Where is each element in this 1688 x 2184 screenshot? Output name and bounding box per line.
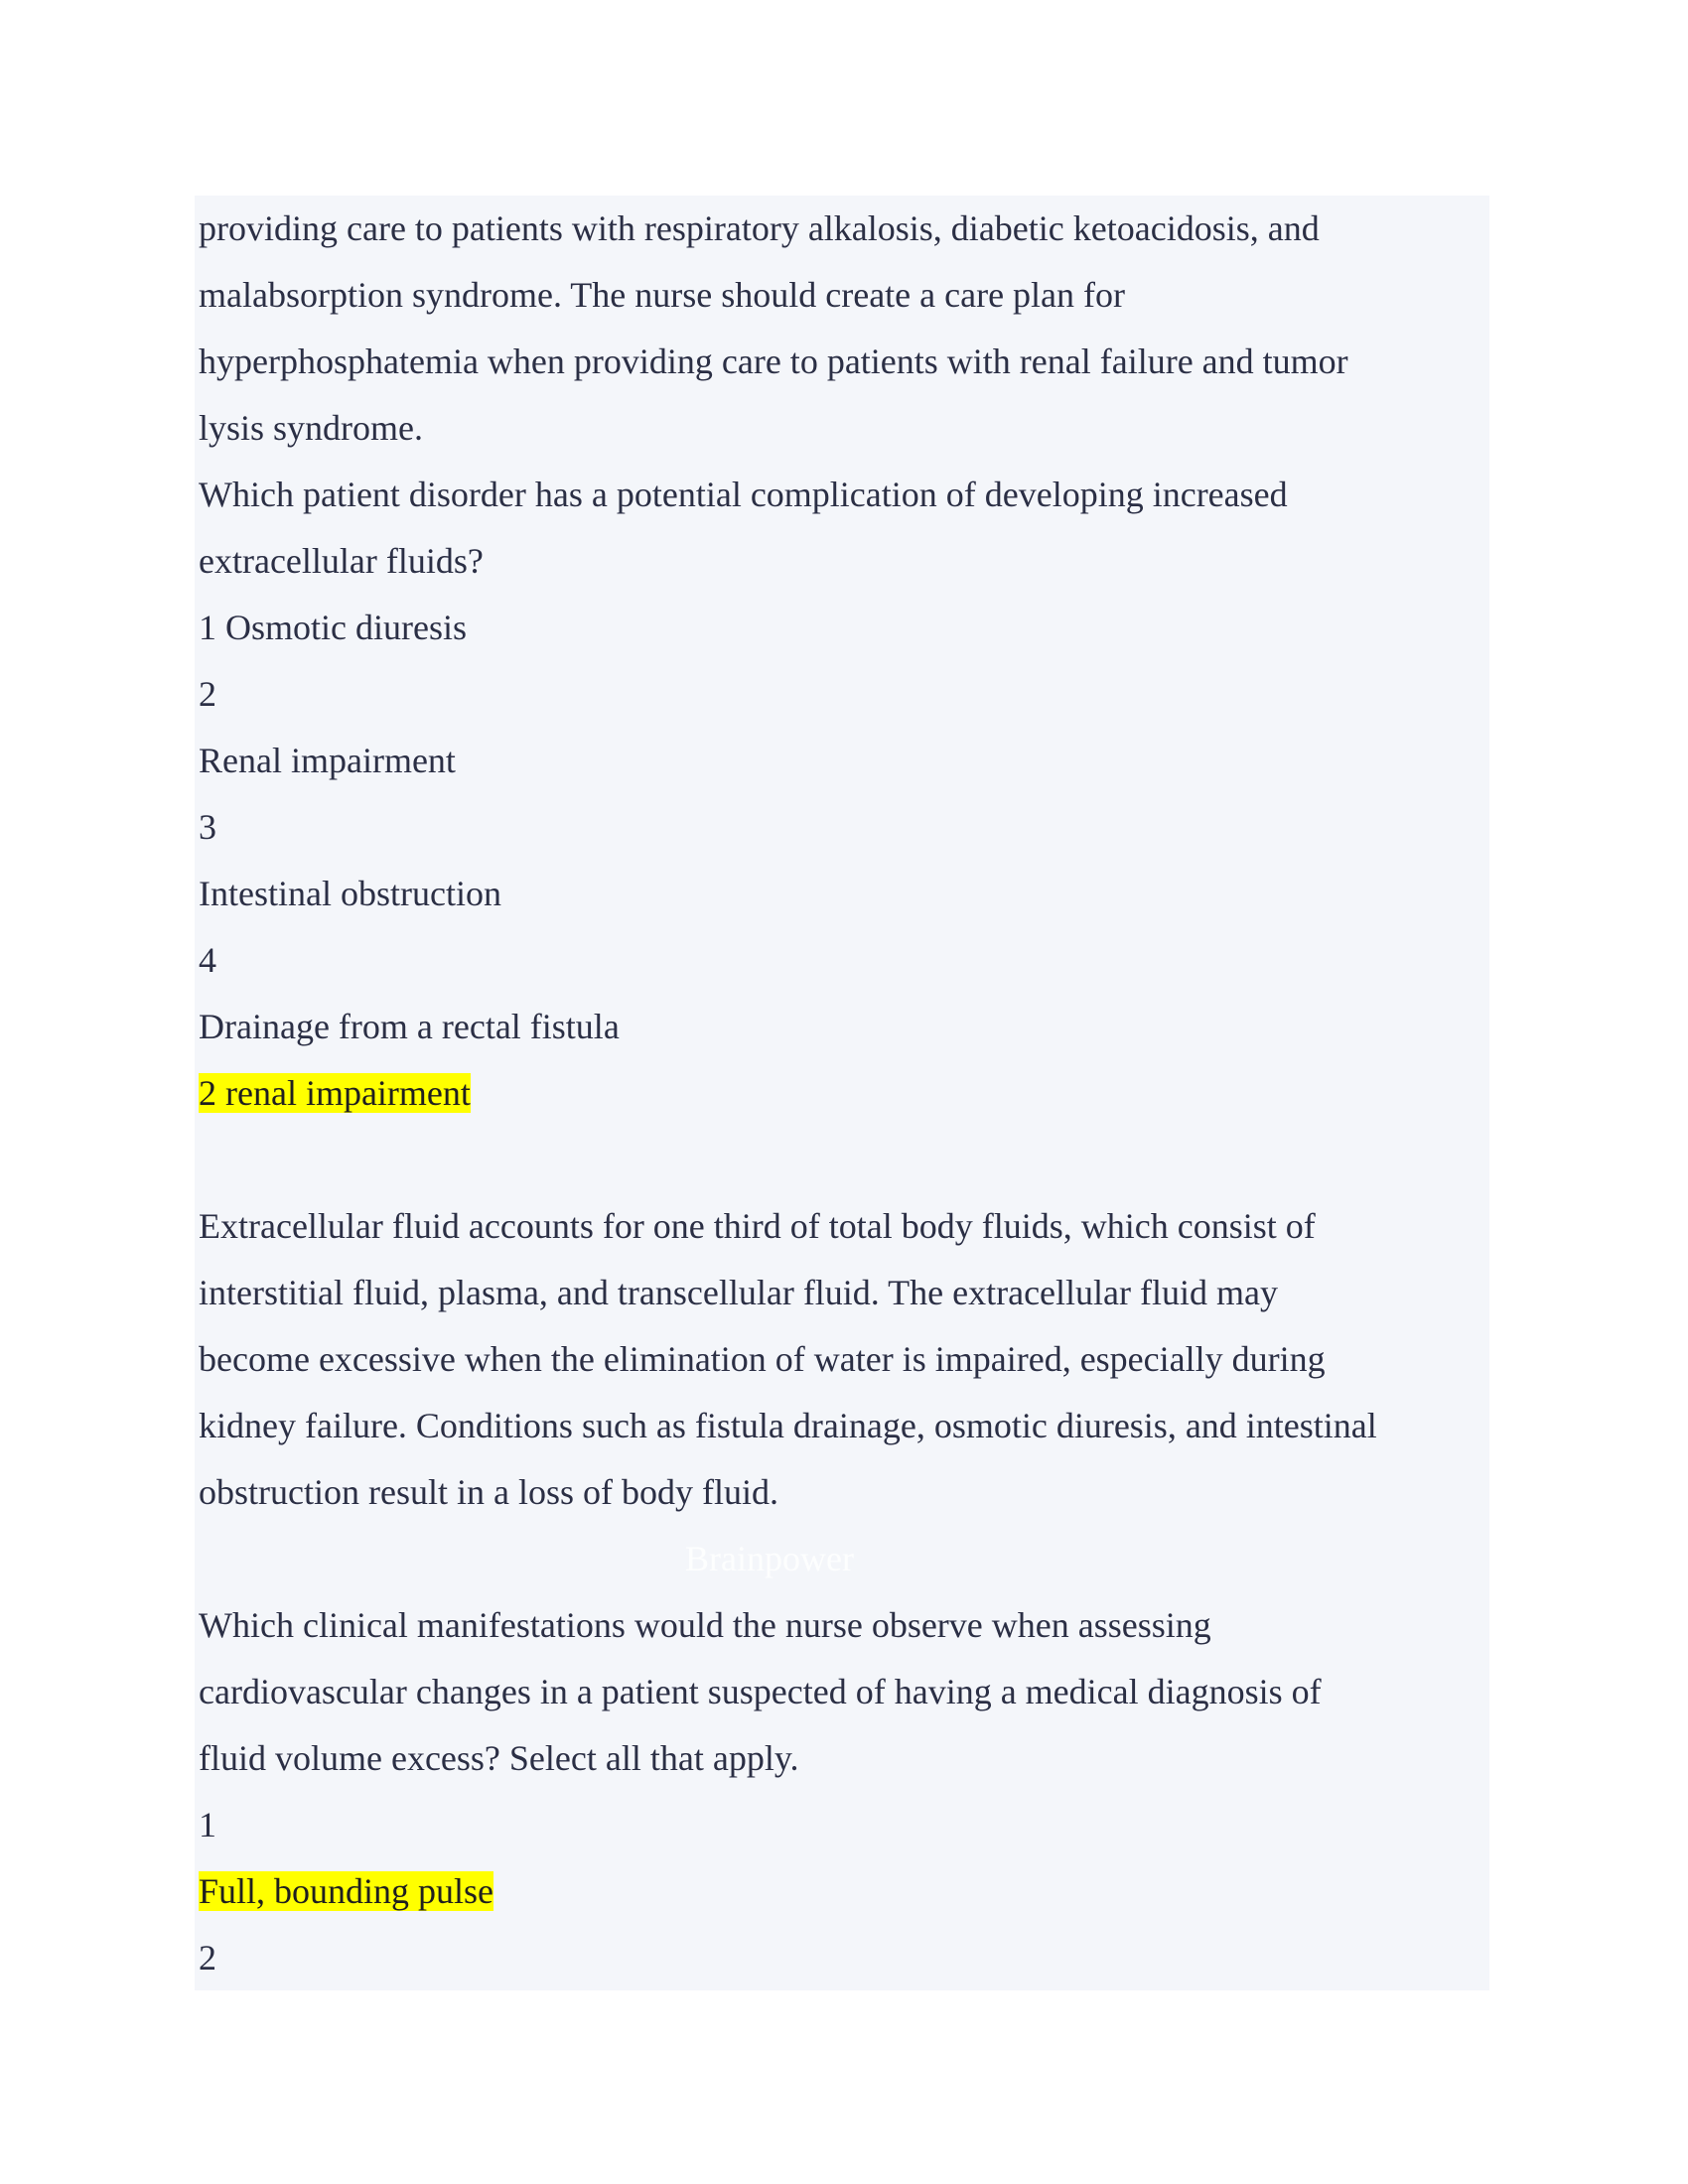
watermark-text: Brainpower — [685, 1539, 854, 1578]
question1-option-4: Drainage from a rectal fistula — [199, 1007, 620, 1046]
question1-option-2: Renal impairment — [199, 741, 456, 780]
intro-line-3: hyperphosphatemia when providing care to patients with renal failure and tumor — [199, 341, 1348, 381]
question1-option-number-3: 3 — [199, 807, 216, 847]
question2-option-number-1: 1 — [199, 1805, 216, 1844]
question1-option-number-2: 2 — [199, 674, 216, 714]
question1-stem-line-2: extracellular fluids? — [199, 541, 484, 581]
question2-option-number-2: 2 — [199, 1938, 216, 1978]
question2-option-1-highlight: Full, bounding pulse — [199, 1871, 494, 1911]
document-text — [199, 196, 1479, 1991]
intro-line-2: malabsorption syndrome. The nurse should create a care plan for — [199, 275, 1126, 315]
question1-option-1: 1 Osmotic diuresis — [199, 608, 467, 647]
rationale-line-3: become excessive when the elimination of water is impaired, especially during — [199, 1339, 1326, 1379]
blank-line — [199, 1127, 1479, 1193]
question1-stem-line-1: Which patient disorder has a potential complication of developing increased — [199, 475, 1288, 514]
rationale-line-4: kidney failure. Conditions such as fistula drainage, osmotic diuresis, and intestinal — [199, 1406, 1377, 1445]
question1-answer-highlight: 2 renal impairment — [199, 1073, 471, 1113]
question2-stem-line-3: fluid volume excess? Select all that apply. — [199, 1738, 799, 1778]
question1-answer-line — [199, 1060, 1479, 1127]
question2-stem-line-2: cardiovascular changes in a patient suspected of having a medical diagnosis of — [199, 1672, 1322, 1711]
rationale-line-5: obstruction result in a loss of body fluid. — [199, 1472, 778, 1512]
rationale-line-2: interstitial fluid, plasma, and transcellular fluid. The extracellular fluid may — [199, 1273, 1278, 1312]
question1-option-3: Intestinal obstruction — [199, 874, 501, 913]
question2-option-1-line — [199, 1858, 1479, 1925]
question1-option-number-4: 4 — [199, 940, 216, 980]
intro-line-4: lysis syndrome. — [199, 408, 424, 448]
rationale-line-1: Extracellular fluid accounts for one third of total body fluids, which consist of — [199, 1206, 1316, 1246]
intro-line-1: providing care to patients with respiratory alkalosis, diabetic ketoacidosis, and — [199, 208, 1320, 248]
question2-stem-line-1: Which clinical manifestations would the nurse observe when assessing — [199, 1605, 1211, 1645]
